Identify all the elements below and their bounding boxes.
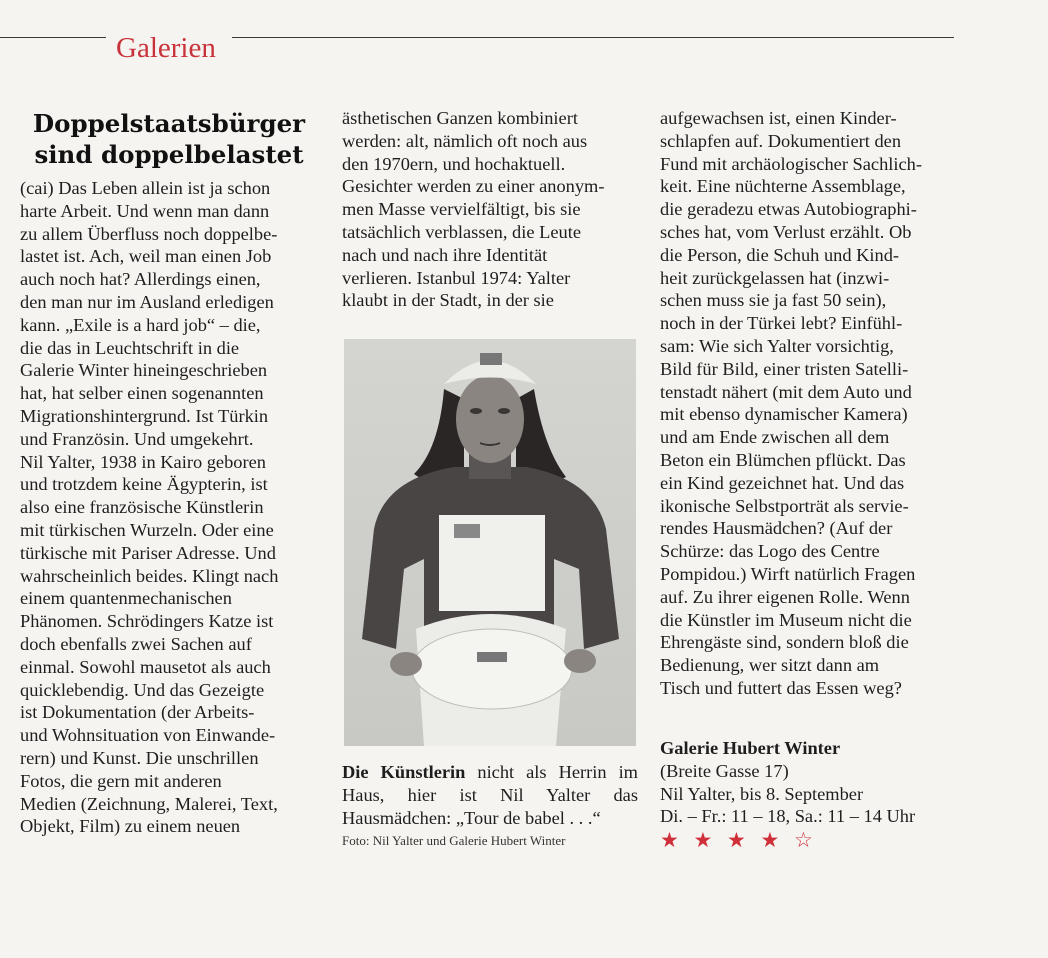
text-line: tenstadt nähert (mit dem Auto und	[660, 381, 912, 402]
exhibition-dates: Nil Yalter, bis 8. September	[660, 783, 864, 804]
text-line: kann. „Exile is a hard job“ – die,	[20, 314, 261, 335]
text-line: heit zurückgelassen hat (inzwi-	[660, 267, 890, 288]
text-line: die Künstler im Museum nicht die	[660, 609, 912, 630]
article-column-3	[660, 107, 960, 700]
text-line: Phänomen. Schrödingers Katze ist	[20, 611, 274, 632]
article-column-1	[20, 177, 320, 838]
caption-bold: Die Künstlerin	[342, 762, 466, 782]
text-line: mit ebenso dynamischer Kamera)	[660, 404, 908, 425]
text-line: und am Ende zwischen all dem	[660, 427, 890, 448]
text-line: auch noch hat? Allerdings einen,	[20, 269, 261, 290]
text-line: die geradezu etwas Autobiographi-	[660, 199, 917, 220]
text-line: einmal. Sowohl mausetot als auch	[20, 656, 271, 677]
text-line: Bild für Bild, einer tristen Satelli-	[660, 358, 909, 379]
text-line: auf. Zu ihrer eigenen Rolle. Wenn	[660, 586, 910, 607]
text-line: Beton ein Blümchen pflückt. Das	[660, 449, 906, 470]
text-line: Gesichter werden zu einer anonym-	[342, 176, 605, 197]
text-line: und Wohnsituation von Einwande-	[20, 725, 276, 746]
gallery-address: (Breite Gasse 17)	[660, 760, 789, 781]
text-line: harte Arbeit. Und wenn man dann	[20, 200, 270, 221]
text-line: tatsächlich verblassen, die Leute	[342, 221, 581, 242]
section-rule-right	[232, 37, 954, 38]
text-line: den man nur im Ausland erledigen	[20, 291, 274, 312]
text-line: men Masse vervielfältigt, bis sie	[342, 199, 581, 220]
text-line: quicklebendig. Und das Gezeigte	[20, 679, 265, 700]
text-line: und Französin. Und umgekehrt.	[20, 428, 254, 449]
text-line: noch in der Türkei lebt? Einfühl-	[660, 313, 903, 334]
text-line: Objekt, Film) zu einem neuen	[20, 816, 241, 837]
text-line: ist Dokumentation (der Arbeits-	[20, 702, 255, 723]
text-line: ein Kind gezeichnet hat. Und das	[660, 472, 905, 493]
text-line: den 1970ern, und hochaktuell.	[342, 153, 566, 174]
text-line: Bedienung, wer sitzt dann am	[660, 655, 880, 676]
section-label: Galerien	[116, 32, 216, 64]
text-line: die das in Leuchtschrift in die	[20, 337, 240, 358]
section-rule-left	[0, 37, 106, 38]
photo-credit: Foto: Nil Yalter und Galerie Hubert Winter	[342, 833, 566, 848]
text-line: mit türkischen Wurzeln. Oder eine	[20, 519, 274, 540]
text-line: werden: alt, nämlich oft noch aus	[342, 130, 588, 151]
text-line: Migrationshintergrund. Ist Türkin	[20, 405, 269, 426]
text-line: doch ebenfalls zwei Sachen auf	[20, 633, 252, 654]
text-line: rendes Hausmädchen? (Auf der	[660, 518, 893, 539]
text-line: sam: Wie sich Yalter vorsichtig,	[660, 335, 894, 356]
text-line: Fund mit archäologischer Sachlich-	[660, 153, 922, 174]
text-line: schen muss sie ja fast 50 sein),	[660, 290, 887, 311]
artist-photo-illustration	[344, 339, 636, 746]
text-line: zu allem Überfluss noch doppelbe-	[20, 223, 278, 244]
text-line: Pompidou.) Wirft natürlich Fragen	[660, 563, 916, 584]
text-line: die Person, die Schuh und Kind-	[660, 244, 900, 265]
text-line: und trotzdem keine Ägypterin, ist	[20, 474, 268, 495]
text-line: (cai) Das Leben allein ist ja schon	[20, 178, 271, 198]
text-line: klaubt in der Stadt, in der sie	[342, 290, 554, 311]
caption-text: nicht als Herrin im Haus, hier ist Nil Yalter das Hausmädchen: „Tour de babel . . .“	[342, 762, 638, 828]
text-line: Ehrengäste sind, sondern bloß die	[660, 632, 909, 653]
text-line: ästhetischen Ganzen kombiniert	[342, 108, 578, 128]
text-line: hat, hat selber einen sogenannten	[20, 383, 264, 404]
text-line: Fotos, die gern mit anderen	[20, 770, 222, 791]
text-line: verlieren. Istanbul 1974: Yalter	[342, 267, 571, 288]
text-line: keit. Eine nüchterne Assemblage,	[660, 176, 906, 197]
artist-photo	[344, 339, 636, 746]
text-line: lastet ist. Ach, weil man einen Job	[20, 246, 272, 267]
text-line: Medien (Zeichnung, Malerei, Text,	[20, 793, 278, 814]
text-line: also eine französische Künstlerin	[20, 497, 264, 518]
opening-hours: Di. – Fr.: 11 – 18, Sa.: 11 – 14 Uhr	[660, 806, 916, 827]
text-line: schlapfen auf. Dokumentiert den	[660, 130, 902, 151]
photo-caption	[342, 761, 638, 829]
text-line: Tisch und futtert das Essen weg?	[660, 677, 902, 698]
text-line: wahrscheinlich beides. Klingt nach	[20, 565, 279, 586]
article-column-2	[342, 107, 642, 312]
text-line: Schürze: das Logo des Centre	[660, 541, 880, 562]
text-line: türkische mit Pariser Adresse. Und	[20, 542, 276, 563]
text-line: aufgewachsen ist, einen Kinder-	[660, 108, 897, 128]
text-line: rern) und Kunst. Die unschrillen	[20, 747, 259, 768]
gallery-name: Galerie Hubert Winter	[660, 738, 841, 758]
text-line: ikonische Selbstporträt als servie-	[660, 495, 909, 516]
article-headline: Doppelstaatsbürger sind doppelbelastet	[32, 109, 306, 169]
text-line: nach und nach ihre Identität	[342, 244, 548, 265]
text-line: Galerie Winter hineingeschrieben	[20, 360, 268, 381]
text-line: Nil Yalter, 1938 in Kairo geboren	[20, 451, 266, 472]
rating-stars: ★ ★ ★ ★ ☆	[660, 828, 817, 852]
gallery-info	[660, 737, 915, 828]
text-line: sches hat, vom Verlust erzählt. Ob	[660, 221, 912, 242]
text-line: einem quantenmechanischen	[20, 588, 232, 609]
